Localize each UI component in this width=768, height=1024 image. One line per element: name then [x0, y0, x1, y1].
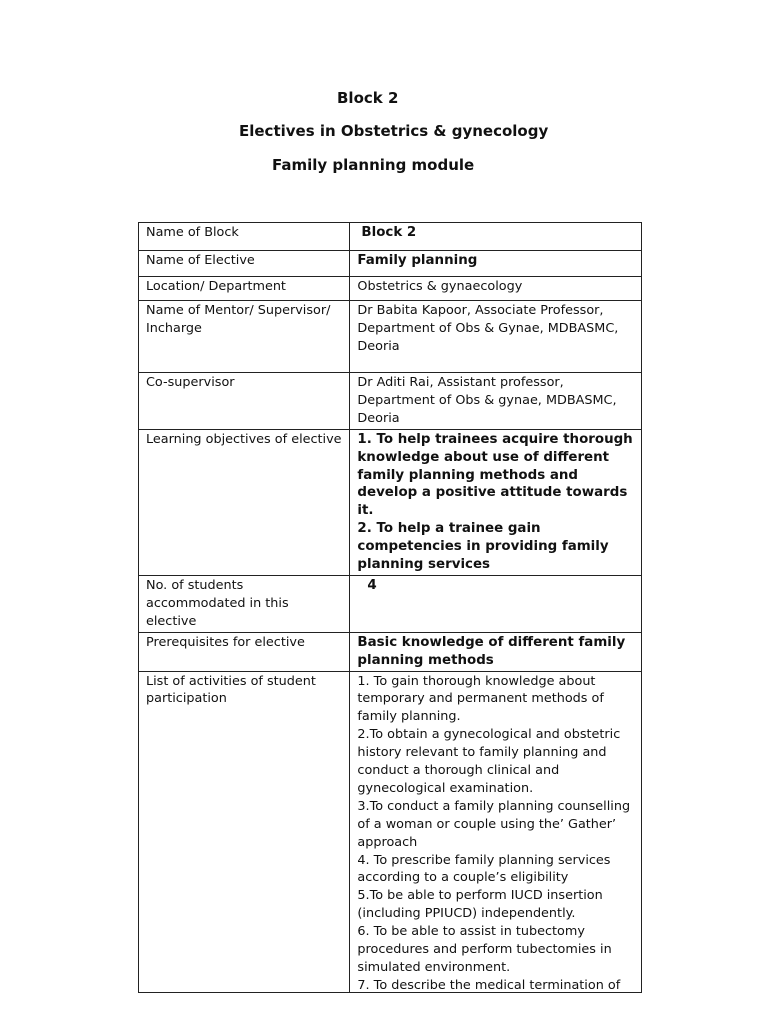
row-label: Co-supervisor — [139, 373, 350, 430]
module-title: Family planning module — [272, 156, 475, 174]
table-row — [139, 373, 642, 430]
activity-item: 7. To describe the medical termination of — [357, 977, 621, 991]
row-label: List of activities of student participation — [139, 671, 350, 992]
table-row — [139, 223, 642, 251]
activity-item: 6. To be able to assist in tubectomy procedures and perform tubectomies in simulated environment. — [357, 924, 612, 975]
row-value: Obstetrics & gynaecology — [350, 277, 642, 301]
activity-item: 5.To be able to perform IUCD insertion (including PPIUCD) independently. — [357, 888, 603, 922]
table-row — [139, 301, 642, 373]
activities-list — [357, 673, 634, 991]
row-value — [350, 223, 642, 251]
row-label: Location/ Department — [139, 277, 350, 301]
row-label: Name of Elective — [139, 251, 350, 277]
row-value — [350, 575, 642, 632]
elective-details-table — [138, 222, 642, 993]
table-row — [139, 671, 642, 992]
table-row — [139, 251, 642, 277]
row-label: Prerequisites for elective — [139, 632, 350, 671]
table-row — [139, 277, 642, 301]
activity-item: 1. To gain thorough knowledge about temporary and permanent methods of family planning. — [357, 673, 604, 725]
row-value — [350, 251, 642, 277]
row-value — [350, 671, 642, 992]
row-label: Learning objectives of elective — [139, 429, 350, 575]
block-value: Block 2 — [361, 225, 417, 240]
activity-item: 4. To prescribe family planning services according to a couple’s eligibility — [357, 852, 611, 886]
row-label: Name of Mentor/ Supervisor/ Incharge — [139, 301, 350, 373]
electives-title: Electives in Obstetrics & gynecology — [239, 122, 549, 140]
activity-item: 3.To conduct a family planning counselling of a woman or couple using the’ Gather’ approach — [357, 798, 631, 850]
block-title: Block 2 — [337, 89, 399, 107]
row-value: Dr Babita Kapoor, Associate Professor, Department of Obs & Gynae, MDBASMC, Deoria — [350, 301, 642, 373]
objective-1: 1. To help trainees acquire thorough knowledge about use of different family planning methods and develop a positive attitude towards it. — [357, 431, 633, 519]
prerequisites-value: Basic knowledge of different family planning methods — [357, 634, 626, 668]
table-row — [139, 632, 642, 671]
objective-2: 2. To help a trainee gain competencies in providing family planning services — [357, 521, 609, 573]
elective-value: Family planning — [357, 253, 478, 268]
students-count: 4 — [367, 577, 377, 593]
row-label: No. of students accommodated in this elective — [139, 575, 350, 632]
row-value — [350, 632, 642, 671]
row-value: Dr Aditi Rai, Assistant professor, Department of Obs & gynae, MDBASMC, Deoria — [350, 373, 642, 430]
row-value — [350, 429, 642, 575]
table-row — [139, 429, 642, 575]
table-row — [139, 575, 642, 632]
row-label: Name of Block — [139, 223, 350, 251]
activity-item: 2.To obtain a gynecological and obstetric history relevant to family planning and conduct a thorough clinical and gynecological examination. — [357, 727, 621, 796]
